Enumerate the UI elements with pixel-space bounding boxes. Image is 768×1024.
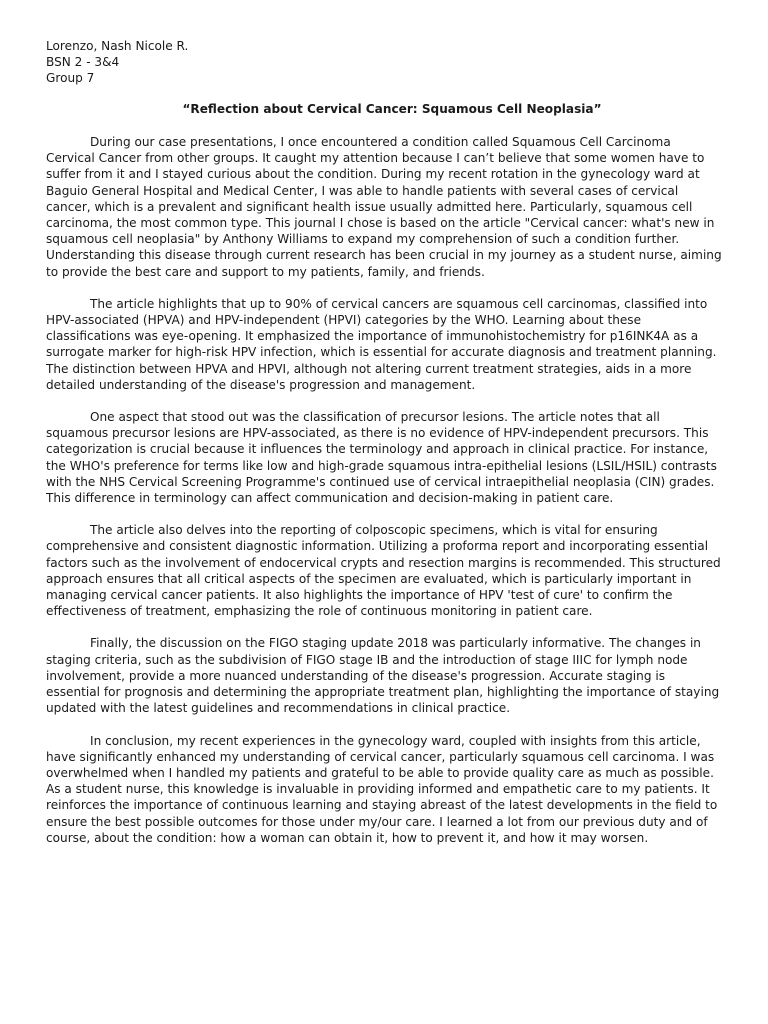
- paragraph-colposcopic-reporting: The article also delves into the reporting of colposcopic specimens, which is vital for ensuring comprehensive and consistent diagnostic information. Utilizing a proforma report and incorporating essential factors such as the involvement of endocervical crypts and resection margins is recommended. This structured approach ensures that all critical aspects of the specimen are evaluated, which is particularly important in managing cervical cancer patients. It also highlights the importance of HPV 'test of cure' to confirm the effectiveness of treatment, emphasizing the role of continuous monitoring in patient care.: [46, 523, 721, 619]
- author-name: Lorenzo, Nash Nicole R.: [46, 39, 189, 53]
- course-section: BSN 2 - 3&4: [46, 55, 120, 69]
- paragraph-figo-staging: Finally, the discussion on the FIGO staging update 2018 was particularly informative. The changes in staging criteria, such as the subdivision of FIGO stage IB and the introduction of stage IIIC for lymph node involvement, provide a more nuanced understanding of the disease's progression. Accurate staging is essential for prognosis and determining the appropriate treatment plan, highlighting the importance of staying updated with the latest guidelines and recommendations in clinical practice.: [46, 636, 720, 716]
- paragraph-classification: The article highlights that up to 90% of cervical cancers are squamous cell carcinomas, classified into HPV-associated (HPVA) and HPV-independent (HPVI) categories by the WHO. Learning about these classifications was eye-opening. It emphasized the importance of immunohistochemistry for p16INK4A as a surrogate marker for high-risk HPV infection, which is essential for accurate diagnosis and treatment planning. The distinction between HPVA and HPVI, although not altering current treatment strategies, aids in a more detailed understanding of the disease's progression and management.: [46, 296, 717, 392]
- document-page: [46, 38, 722, 862]
- paragraph-precursor-lesions: One aspect that stood out was the classification of precursor lesions. The article notes that all squamous precursor lesions are HPV-associated, as there is no evidence of HPV-independent precursors. This categorization is crucial because it influences the terminology and approach in clinical practice. For instance, the WHO's preference for terms like low and high-grade squamous intra-epithelial lesions (LSIL/HSIL) contrasts with the NHS Cervical Screening Programme's continued use of cervical intraepithelial neoplasia (CIN) grades. This difference in terminology can affect communication and decision-making in patient care.: [46, 410, 717, 506]
- paragraph-intro: During our case presentations, I once encountered a condition called Squamous Cell Carcinoma Cervical Cancer from other groups. It caught my attention because I can’t believe that some women have to suffer from it and I stayed curious about the condition. During my recent rotation in the gynecology ward at Baguio General Hospital and Medical Center, I was able to handle patients with several cases of cervical cancer, which is a prevalent and significant health issue usually admitted here. Particularly, squamous cell carcinoma, the most common type. This journal I chose is based on the article "Cervical cancer: what's new in squamous cell neoplasia" by Anthony Williams to expand my comprehension of such a condition further. Understanding this disease through current research has been crucial in my journey as a student nurse, aiming to provide the best care and support to my patients, family, and friends.: [46, 135, 722, 279]
- document-title: “Reflection about Cervical Cancer: Squamous Cell Neoplasia”: [182, 102, 602, 116]
- group-label: Group 7: [46, 71, 95, 85]
- paragraph-conclusion: In conclusion, my recent experiences in the gynecology ward, coupled with insights from this article, have significantly enhanced my understanding of cervical cancer, particularly squamous cell carcinoma. I was overwhelmed when I handled my patients and grateful to be able to provide quality care as much as possible. As a student nurse, this knowledge is invaluable in providing informed and empathetic care to my patients. It reinforces the importance of continuous learning and staying abreast of the latest developments in the field to ensure the best possible outcomes for those under my/our care. I learned a lot from our previous duty and of course, about the condition: how a woman can obtain it, how to prevent it, and how it may worsen.: [46, 733, 718, 845]
